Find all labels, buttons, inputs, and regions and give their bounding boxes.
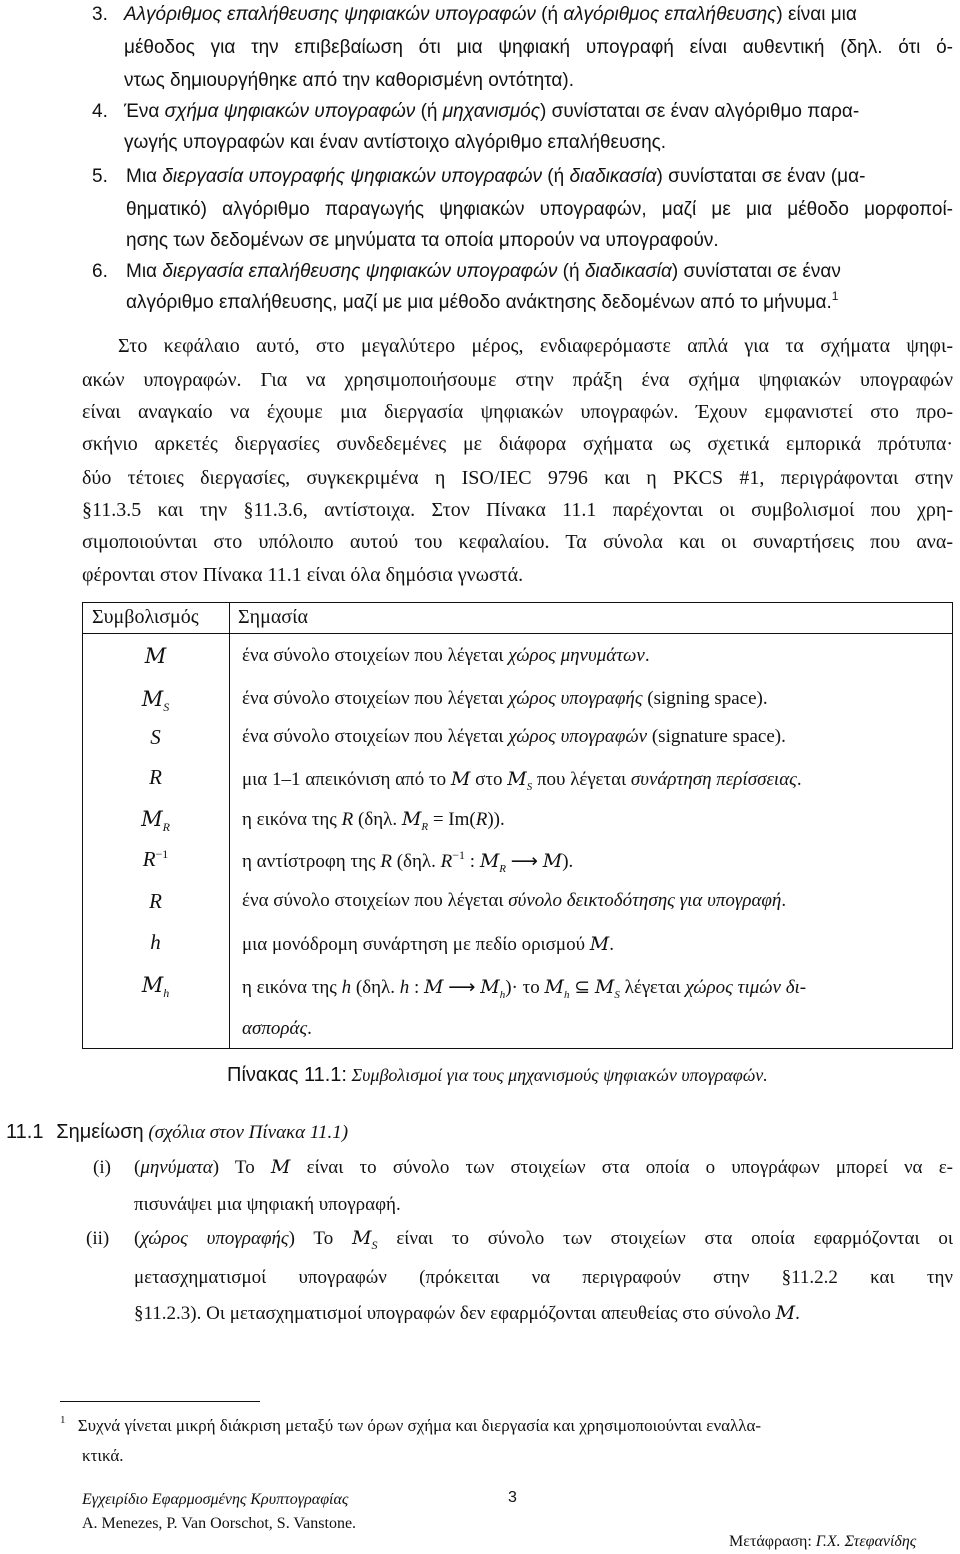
footer-translation: Μετάφραση: Γ.Χ. Στεφανίδης — [729, 1533, 917, 1550]
item-line: θηματικό) αλγόριθμο παραγωγής ψηφιακών υπογραφών, μαζί με μια μέθοδο μορφοποί- — [126, 199, 953, 220]
table-caption — [227, 1063, 768, 1087]
table-meaning: ένα σύνολο στοιχείων που λέγεται σύνολο δεικτοδότησης για υπογραφή. — [242, 890, 787, 911]
item-line: Μια διεργασία υπογραφής ψηφιακών υπογραφών (ή διαδικασία) συνίσταται σε έναν (μα- — [126, 166, 866, 187]
table-meaning: μια μονόδρομη συνάρτηση με πεδίο ορισμού M. — [242, 933, 614, 955]
table-header-rule — [82, 633, 953, 634]
table-header-meaning: Σημασία — [238, 606, 308, 628]
footnote-line: $^1$ Συχνά γίνεται μικρή διάκριση μεταξύ των όρων σχήμα και διεργασία και χρησιμοποιούνται εναλλα- — [60, 1414, 762, 1435]
footnote-line: κτικά. — [82, 1446, 124, 1465]
item-line: ντως δημιουργήθηκε από την καθορισμένη οντότητα). — [124, 70, 574, 91]
table-meaning: η εικόνα της R (δηλ. $M_R = Im(R)$). — [242, 808, 505, 833]
caption-label: Πίνακας 11.1: — [227, 1064, 347, 1086]
item-number: 6. — [92, 261, 108, 282]
note-item-line: (χώρος υπογραφής) Το $M_S$ είναι το σύνολο των στοιχείων στα οποία εφαρμόζονται οι — [134, 1227, 954, 1252]
table-symbol: R — [149, 889, 162, 913]
table-column-rule — [229, 602, 230, 1049]
table-header-symbol: Συμβολισμός — [92, 606, 199, 628]
paragraph-line: σκήνιο αρκετές διεργασίες συνδεδεμένες με διάφορα σχήματα ως σχετικά εμπορικά πρότυπα· — [82, 433, 953, 455]
table-meaning: μια 1–1 απεικόνιση από το M στο $M_S$ που λέγεται συνάρτηση περίσσειας. — [242, 768, 802, 793]
note-item-line: πισυνάψει μια ψηφιακή υπογραφή. — [134, 1194, 401, 1215]
paragraph-line: ακών υπογραφών. Για να χρησιμοποιήσουμε στην πράξη ένα σχήμα ψηφιακών υπογραφών — [82, 369, 953, 391]
footer-authors: A. Menezes, P. Van Oorschot, S. Vanstone. — [82, 1515, 357, 1532]
table-symbol: $M_h$ — [141, 973, 170, 1001]
paragraph-line: είναι αναγκαίο να έχουμε μια διεργασία ψηφιακών υπογραφών. Έχουν εμφανιστεί στο προ- — [82, 401, 953, 423]
item-line: Ένα σχήμα ψηφιακών υπογραφών (ή μηχανισμός) συνίσταται σε έναν αλγόριθμο παρα- — [124, 101, 860, 122]
item-line: αλγόριθμο επαλήθευσης, μαζί με μια μέθοδο ανάκτησης δεδομένων από το μήνυμα.$^1$ — [126, 289, 839, 313]
table-meaning: η αντίστροφη της R (δηλ. $R^{-1}$ : $M_R$ ⟶ M). — [242, 848, 574, 875]
note-heading: 11.1 Σημείωση (σχόλια στον Πίνακα 11.1) — [6, 1121, 349, 1143]
paragraph-line: φέρονται στον Πίνακα 11.1 είναι όλα δημόσια γνωστά. — [82, 564, 524, 586]
item-number: 3. — [92, 4, 108, 25]
page-number: 3 — [508, 1489, 517, 1506]
note-item-line: μετασχηματισμοί υπογραφών (πρόκειται να περιγραφούν στην §11.2.2 και την — [134, 1267, 953, 1288]
paragraph-line: σιμοποιούνται στο υπόλοιπο αυτού του κεφαλαίου. Τα σύνολα και οι συναρτήσεις που ανα- — [82, 531, 953, 553]
table-meaning: ένα σύνολο στοιχείων που λέγεται χώρος μηνυμάτων. — [242, 645, 650, 666]
item-line: γωγής υπογραφών και έναν αντίστοιχο αλγόριθμο επαλήθευσης. — [124, 132, 667, 153]
note-item-label: (i) — [93, 1157, 111, 1178]
footnote-rule — [60, 1401, 260, 1402]
note-item-line: §11.2.3). Οι μετασχηματισμοί υπογραφών δεν εφαρμόζονται απευθείας στο σύνολο M. — [134, 1302, 800, 1324]
table-symbol: R — [149, 765, 162, 789]
item-line: Αλγόριθμος επαλήθευσης ψηφιακών υπογραφών (ή αλγόριθμος επαλήθευσης) είναι μια — [124, 4, 857, 25]
table-symbol: $M_R$ — [141, 807, 170, 835]
table-symbol: M — [144, 644, 167, 668]
table-meaning: ασποράς. — [242, 1018, 312, 1039]
table-symbol: $M_S$ — [141, 687, 170, 715]
table-symbol: S — [150, 725, 161, 749]
note-item-line: (μηνύματα) Το M είναι το σύνολο των στοιχείων στα οποία ο υπογράφων μπορεί να ε- — [134, 1156, 954, 1178]
footer-book-title: Εγχειρίδιο Εφαρμοσμένης Κρυπτογραφίας — [82, 1491, 349, 1508]
paragraph-line: δύο τέτοιες διεργασίες, συγκεκριμένα η ISO/IEC 9796 και η PKCS #1, περιγράφονται στην — [82, 467, 953, 489]
item-line: ησης των δεδομένων σε μηνύματα τα οποία μπορούν να υπογραφούν. — [126, 230, 719, 251]
table-meaning: ένα σύνολο στοιχείων που λέγεται χώρος υπογραφών (signature space). — [242, 726, 786, 747]
footnote-mark: 1 — [831, 289, 839, 303]
table-meaning: η εικόνα της h (δηλ. h : M ⟶ $M_h)\cdot \tau o$ $M_h$ ⊆ $M_S$ λέγεται χώρος τιμών δι- — [242, 976, 807, 1001]
paragraph-line: Στο κεφάλαιο αυτό, στο μεγαλύτερο μέρος, ενδιαφερόμαστε απλά για τα σχήματα ψηφι- — [118, 335, 953, 357]
item-line: μέθοδος για την επιβεβαίωση ότι μια ψηφιακή υπογραφή είναι αυθεντική (δηλ. ότι ό- — [124, 37, 953, 58]
table-meaning: ένα σύνολο στοιχείων που λέγεται χώρος υπογραφής (signing space). — [242, 688, 768, 709]
table-symbol: h — [150, 930, 161, 954]
caption-text: Συμβολισμοί για τους μηχανισμούς ψηφιακών υπογραφών. — [351, 1065, 768, 1085]
note-item-label: (ii) — [86, 1228, 110, 1249]
item-number: 5. — [92, 166, 108, 187]
table-symbol: $R^{-1}$ — [142, 847, 169, 871]
item-number: 4. — [92, 101, 108, 122]
item-line: Μια διεργασία επαλήθευσης ψηφιακών υπογραφών (ή διαδικασία) συνίσταται σε έναν — [126, 261, 841, 282]
paragraph-line: §11.3.5 και την §11.3.6, αντίστοιχα. Στον Πίνακα 11.1 παρέχονται οι συμβολισμοί που χρη- — [82, 499, 953, 521]
